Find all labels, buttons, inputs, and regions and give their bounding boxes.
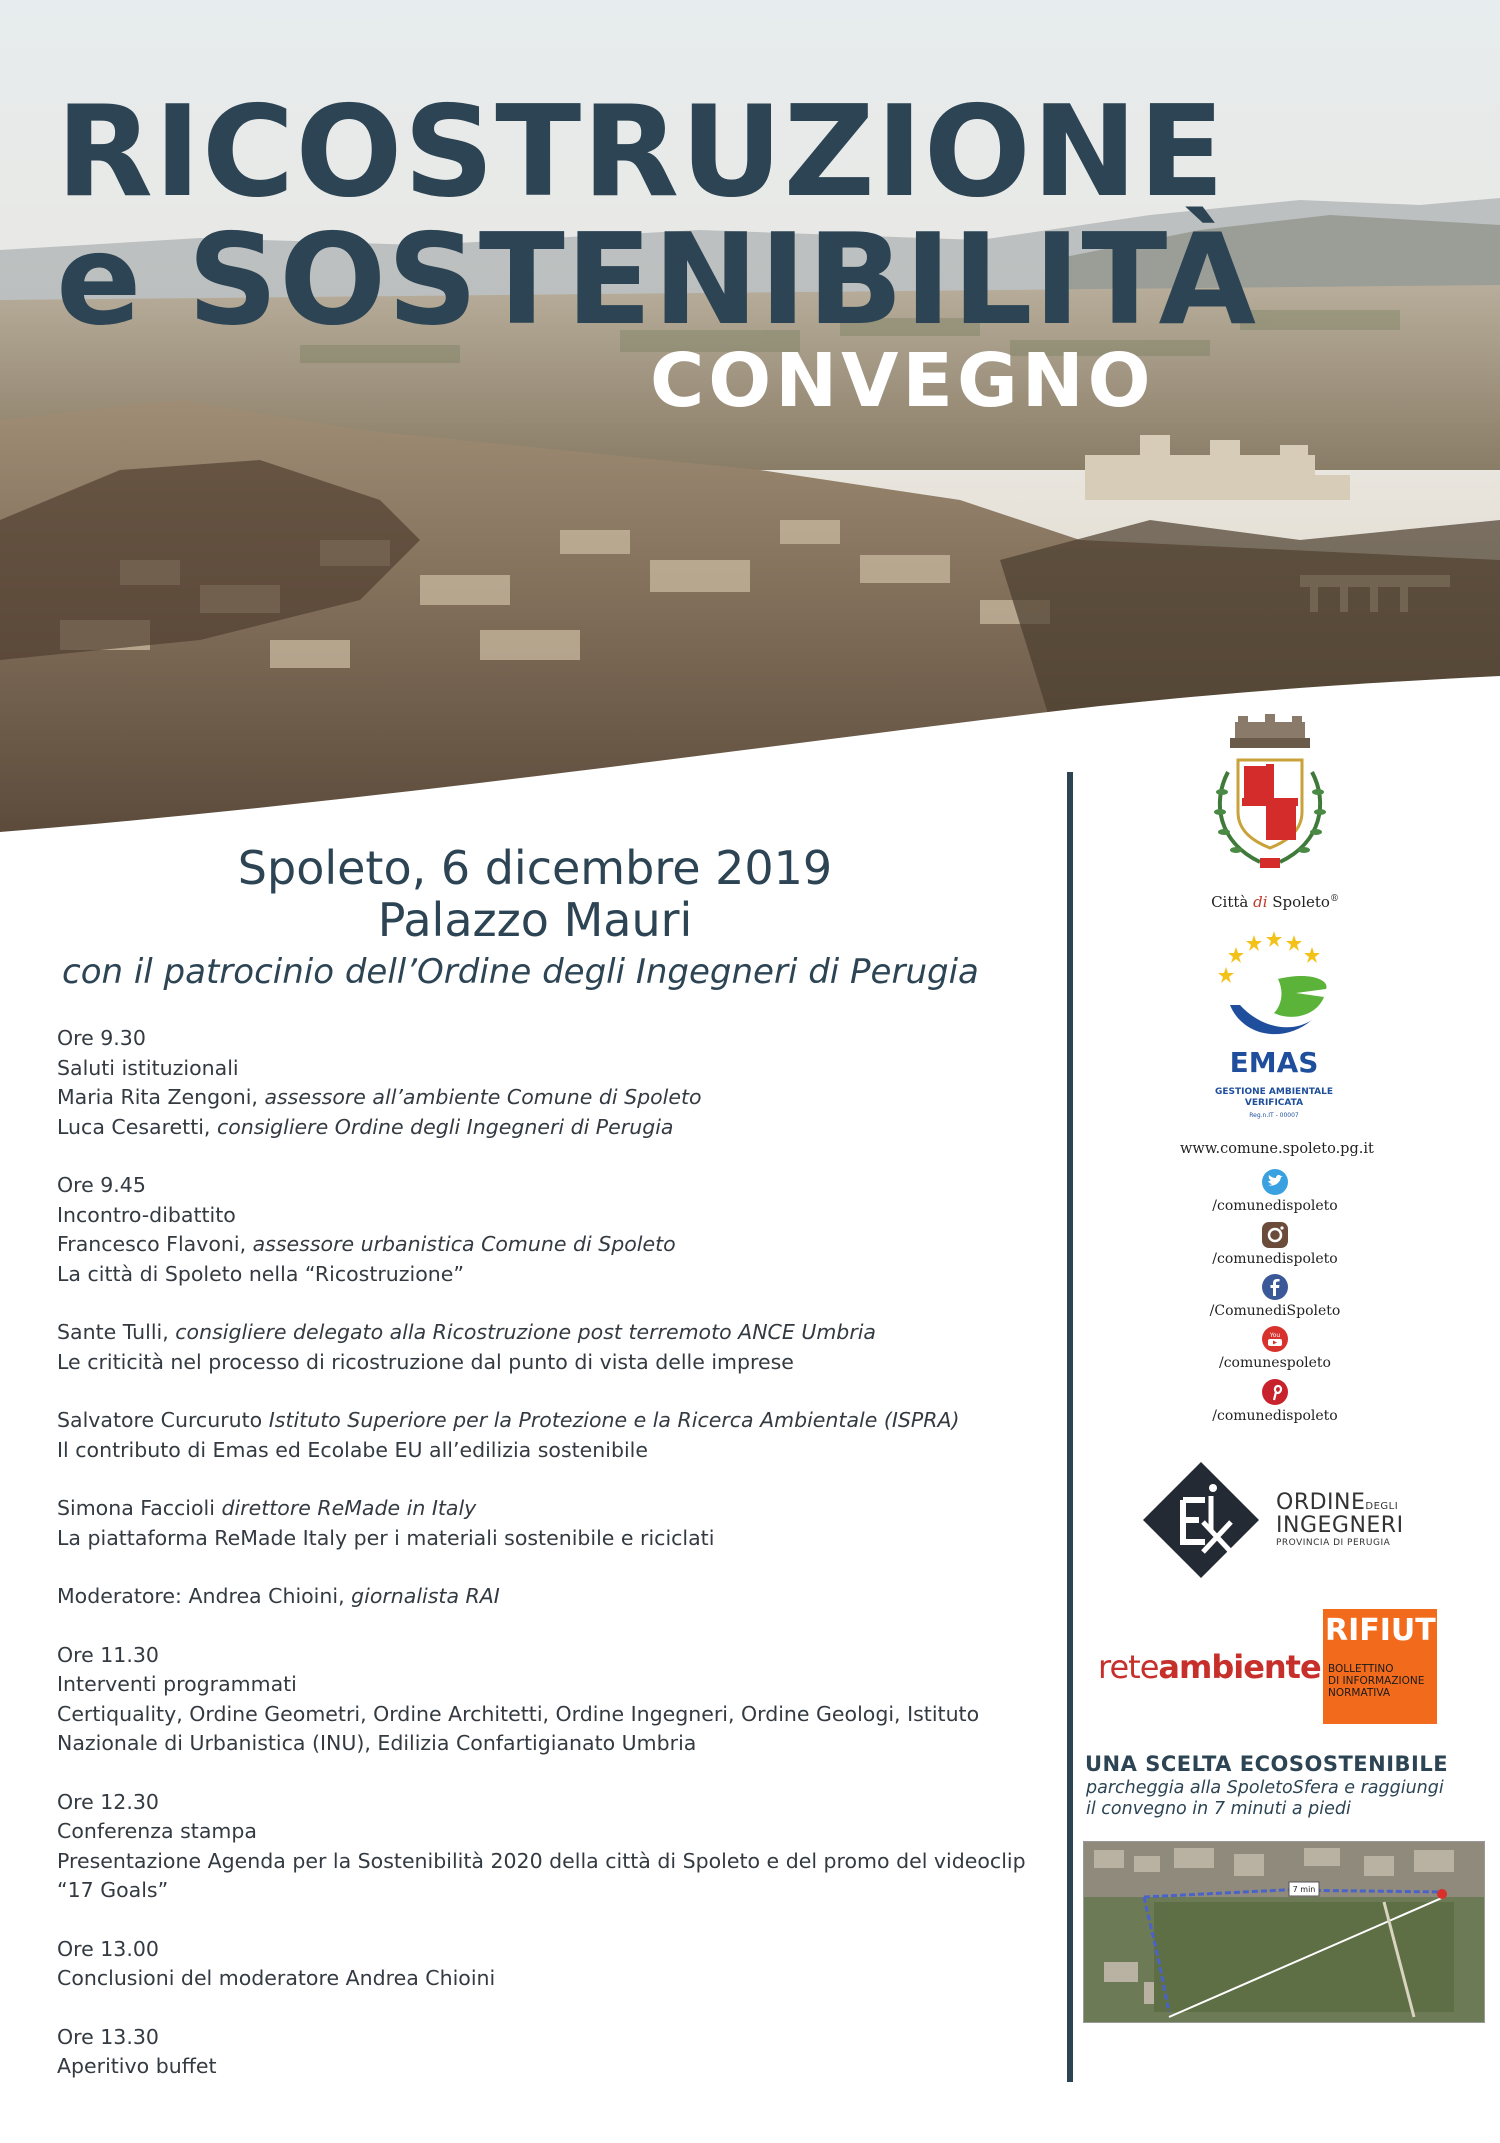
program-line [57, 1935, 1057, 1965]
spoleto-crest-icon [1200, 712, 1340, 892]
program-line [57, 1817, 1057, 1847]
program-line [57, 1436, 1057, 1466]
program-line [57, 1788, 1057, 1818]
program-line [57, 1582, 1057, 1612]
program-line-text: Ore 9.45 [57, 1173, 146, 1197]
rete-word: rete [1098, 1648, 1159, 1686]
program-block [57, 1494, 1057, 1553]
rifiuti-sub-line-3: NORMATIVA [1328, 1687, 1391, 1699]
twitter-icon [1261, 1168, 1289, 1196]
emas-title: EMAS [1229, 1046, 1319, 1079]
program-schedule [57, 1024, 1057, 2111]
program-line-text: Salvatore Curcuruto [57, 1408, 269, 1432]
instagram-icon [1261, 1221, 1289, 1249]
program-line [57, 1201, 1057, 1231]
program-line-text: La città di Spoleto nella “Ricostruzione” [57, 1261, 464, 1286]
social-link-twitter[interactable] [1200, 1168, 1350, 1214]
program-line-text: Conferenza stampa [57, 1819, 257, 1843]
walking-route-map[interactable] [1083, 1841, 1485, 2023]
social-link-instagram[interactable] [1200, 1221, 1350, 1267]
social-handle: /comunedispoleto [1212, 1198, 1338, 1214]
social-link-youtube[interactable] [1200, 1325, 1350, 1371]
program-line [57, 1670, 1057, 1700]
program-line-text: Aperitivo buffet [57, 2054, 217, 2078]
program-line-role: giornalista RAI [351, 1584, 500, 1608]
program-line [57, 1024, 1057, 1054]
program-line-role: Istituto Superiore per la Protezione e la Ricerca Ambientale (ISPRA) [268, 1408, 960, 1432]
program-line-text: Sante Tulli, [57, 1320, 176, 1344]
ordine-ingegneri-logo-icon [1141, 1460, 1261, 1580]
event-date: Spoleto, 6 dicembre 2019 [237, 841, 833, 895]
program-line [57, 1847, 1057, 1906]
program-line [57, 2052, 1057, 2082]
event-place: Palazzo Mauri [377, 893, 693, 947]
program-line-text: Ore 12.30 [57, 1789, 159, 1814]
program-line [57, 1348, 1057, 1378]
eco-sub-line-2: il convegno in 7 minuti a piedi [1086, 1799, 1351, 1819]
column-divider [1067, 772, 1073, 2082]
program-line [57, 1700, 1057, 1759]
program-line-text: Francesco Flavoni, [57, 1232, 253, 1256]
program-block [57, 1788, 1057, 1906]
program-line [57, 1524, 1057, 1554]
program-line [57, 1171, 1057, 1201]
social-handle: /comunespoleto [1219, 1355, 1331, 1371]
program-line-text: Ore 13.30 [57, 2024, 159, 2049]
program-line-role: assessore urbanistica Comune di Spoleto [252, 1232, 676, 1256]
subtitle-convegno: CONVEGNO [650, 338, 1155, 424]
program-block [57, 1935, 1057, 1994]
program-line-text: Certiquality, Ordine Geometri, Ordine Architetti, Ordine Ingegneri, Ordine Geologi, Istituto Nazionale di Urbanistica (INU), Edilizia Confartigianato Umbria [57, 1701, 980, 1755]
program-line [57, 1494, 1057, 1524]
rifiuti-sub-line-1: BOLLETTINO [1328, 1663, 1394, 1675]
emas-logo-icon [1212, 925, 1336, 1043]
program-block [57, 1406, 1057, 1465]
program-line [57, 1260, 1057, 1290]
program-line [57, 1054, 1057, 1084]
city-registered-mark: ® [1329, 894, 1339, 904]
social-link-facebook[interactable] [1200, 1273, 1350, 1319]
program-block [57, 1582, 1057, 1612]
ingegneri-word: INGEGNERI [1276, 1513, 1404, 1538]
program-line-role: consigliere delegato alla Ricostruzione post terremoto ANCE Umbria [175, 1320, 876, 1344]
program-line-text: Luca Cesaretti, [57, 1114, 217, 1139]
program-line [57, 1964, 1057, 1994]
reteambiente-logo [1098, 1648, 1321, 1686]
program-block [57, 1171, 1057, 1289]
program-line-text: Incontro-dibattito [57, 1202, 236, 1227]
website-link[interactable]: www.comune.spoleto.pg.it [1180, 1141, 1374, 1157]
city-name [1185, 893, 1365, 911]
program-line-text: Ore 11.30 [57, 1642, 159, 1667]
program-line [57, 1641, 1057, 1671]
ordine-province: PROVINCIA DI PERUGIA [1276, 1538, 1391, 1548]
rifiuti-subtitle [1328, 1663, 1434, 1699]
city-di: di [1253, 893, 1268, 911]
program-block [57, 1641, 1057, 1759]
youtube-icon [1261, 1325, 1289, 1353]
svg-text:You: You [1269, 1332, 1281, 1339]
title-line-1: RICOSTRUZIONE [56, 78, 1226, 225]
eco-choice-title: UNA SCELTA ECOSOSTENIBILE [1085, 1752, 1449, 1776]
ambiente-word: ambiente [1158, 1648, 1321, 1686]
social-handle: /comunedispoleto [1212, 1251, 1338, 1267]
event-patronage: con il patrocinio dell’Ordine degli Ingegneri di Perugia [62, 952, 979, 992]
city-prefix: Città [1211, 893, 1254, 911]
rifiuti-title: RIFIUTI [1325, 1613, 1447, 1648]
program-line [57, 1083, 1057, 1113]
program-block [57, 1318, 1057, 1377]
city-suffix: Spoleto [1267, 893, 1330, 911]
program-line-role: assessore all’ambiente Comune di Spoleto [264, 1085, 702, 1109]
rifiuti-sub-line-2: DI INFORMAZIONE [1328, 1675, 1425, 1687]
map-time-label: 7 min [1292, 1885, 1316, 1894]
social-link-pinterest[interactable] [1200, 1378, 1350, 1424]
program-line [57, 2023, 1057, 2053]
emas-registration: Reg.n.IT - 00007 [1249, 1112, 1299, 1119]
program-line-text: Ore 9.30 [57, 1026, 146, 1050]
program-block [57, 1024, 1057, 1142]
program-line-text: Interventi programmati [57, 1672, 297, 1696]
program-line-role: direttore ReMade in Italy [221, 1496, 477, 1520]
program-line [57, 1406, 1057, 1436]
program-line-text: Presentazione Agenda per la Sostenibilità 2020 della città di Spoleto e del promo del videoclip “17 Goals” [57, 1848, 1026, 1902]
event-header [30, 842, 1040, 946]
program-line [57, 1318, 1057, 1348]
title-line-2: e SOSTENIBILITÀ [56, 206, 1258, 353]
ordine-word: ORDINE [1276, 1490, 1366, 1515]
emas-subtitle: GESTIONE AMBIENTALE VERIFICATA [1214, 1087, 1334, 1108]
program-line-text: La piattaforma ReMade Italy per i materiali sostenibile e riciclati [57, 1525, 715, 1550]
facebook-icon [1261, 1273, 1289, 1301]
program-line [57, 1230, 1057, 1260]
main-title [56, 78, 1258, 353]
program-line-text: Ore 13.00 [57, 1936, 159, 1961]
program-line-text: Il contributo di Emas ed Ecolabe EU all’edilizia sostenibile [57, 1437, 648, 1462]
program-line-text: Simona Faccioli [57, 1496, 222, 1520]
ordine-degli: DEGLI [1365, 1501, 1399, 1512]
rifiuti-logo [1323, 1609, 1447, 1724]
program-block [57, 2023, 1057, 2082]
program-line-text: Le criticità nel processo di ricostruzione dal punto di vista delle imprese [57, 1349, 794, 1374]
program-line-text: Saluti istituzionali [57, 1055, 239, 1080]
program-line [57, 1113, 1057, 1143]
program-line-role: consigliere Ordine degli Ingegneri di Perugia [216, 1114, 674, 1139]
eco-sub-line-1: parcheggia alla SpoletoSfera e raggiungi [1086, 1778, 1444, 1798]
eco-choice-subtitle [1086, 1778, 1486, 1820]
ordine-ingegneri-text [1276, 1490, 1404, 1549]
program-line-text: Conclusioni del moderatore Andrea Chioini [57, 1966, 496, 1990]
social-handle: /comunedispoleto [1212, 1408, 1338, 1424]
program-line-text: Maria Rita Zengoni, [57, 1085, 265, 1109]
program-line-text: Moderatore: Andrea Chioini, [57, 1584, 352, 1608]
social-handle: /ComunediSpoleto [1209, 1303, 1341, 1319]
pinterest-icon [1261, 1378, 1289, 1406]
